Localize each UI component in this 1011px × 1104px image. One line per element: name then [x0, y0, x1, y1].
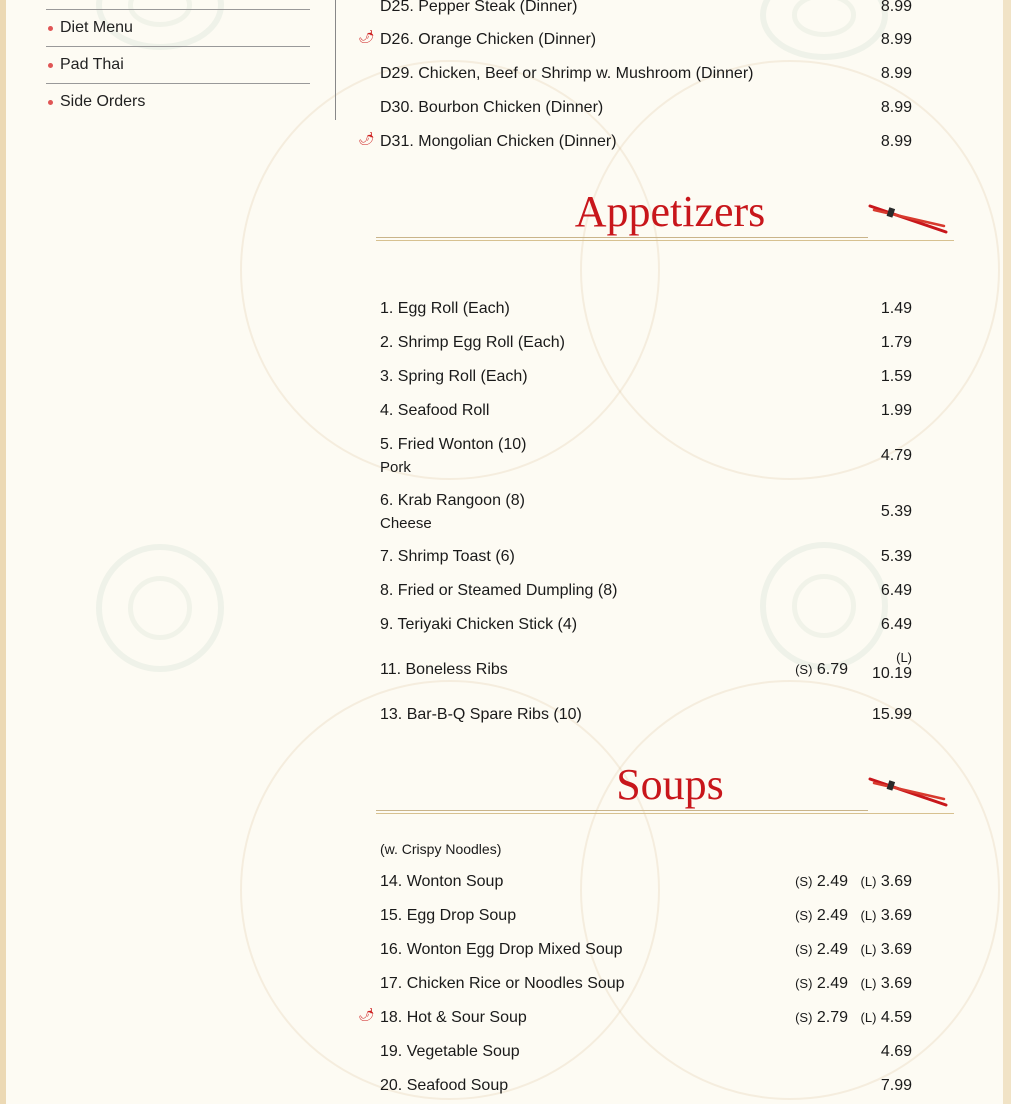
menu-item-price: 5.39 — [880, 503, 912, 520]
menu-item-price: 1.59 — [880, 368, 912, 385]
background-medallion — [96, 544, 224, 672]
chili-pepper-icon: 🌶 — [358, 1007, 375, 1022]
price-value: 2.49 — [816, 975, 848, 992]
background-medallion — [760, 0, 888, 60]
menu-item-name: 13. Bar-B-Q Spare Ribs (10) — [380, 706, 582, 723]
menu-item-name: D26. Orange Chicken (Dinner) — [380, 31, 597, 48]
price-value: 6.79 — [816, 661, 848, 678]
large-price — [861, 1009, 912, 1027]
small-price — [795, 873, 848, 891]
menu-item-price: 4.69 — [880, 1043, 912, 1060]
sidebar-item-pad-thai[interactable] — [46, 47, 310, 84]
size-tag: (L) — [860, 874, 877, 889]
section-rule — [376, 813, 954, 814]
menu-item-name: 15. Egg Drop Soup — [380, 907, 517, 924]
menu-item-name: D29. Chicken, Beef or Shrimp w. Mushroom (Dinner) — [380, 65, 754, 82]
menu-item-price: 8.99 — [880, 99, 912, 116]
menu-item-price: 8.99 — [880, 31, 912, 48]
menu-item-name: D30. Bourbon Chicken (Dinner) — [380, 99, 604, 116]
menu-item-price: 8.99 — [880, 0, 912, 15]
sidebar-item-label: Diet Menu — [60, 19, 133, 36]
sidebar-top-divider — [46, 0, 310, 10]
menu-item-price: 6.49 — [880, 582, 912, 599]
menu-item-price: 1.49 — [880, 300, 912, 317]
size-tag: (L) — [860, 942, 877, 957]
menu-item-name: 14. Wonton Soup — [380, 873, 504, 890]
section-note: (w. Crispy Noodles) — [380, 841, 502, 857]
menu-item-name: D31. Mongolian Chicken (Dinner) — [380, 133, 617, 150]
menu-item-name: 9. Teriyaki Chicken Stick (4) — [380, 616, 578, 633]
price-value: 3.69 — [880, 907, 912, 924]
chili-pepper-icon: 🌶 — [358, 29, 375, 44]
large-price — [861, 907, 912, 925]
large-price — [861, 873, 912, 891]
menu-item-price: 8.99 — [880, 65, 912, 82]
small-price — [795, 661, 848, 679]
page-edge-right — [1003, 0, 1011, 1104]
chopsticks-icon — [868, 202, 948, 234]
menu-item-price: 7.99 — [880, 1077, 912, 1094]
menu-item-price: 4.79 — [880, 447, 912, 464]
small-price — [795, 941, 848, 959]
section-rule — [376, 240, 954, 241]
size-tag: (L) — [896, 650, 912, 665]
background-medallion — [760, 542, 888, 670]
section-rule — [376, 237, 868, 238]
menu-item-price: 1.99 — [880, 402, 912, 419]
price-value: 3.69 — [880, 941, 912, 958]
menu-item-name: 8. Fried or Steamed Dumpling (8) — [380, 582, 618, 599]
small-price — [795, 907, 848, 925]
size-tag: (S) — [795, 874, 813, 889]
size-tag: (S) — [795, 976, 813, 991]
menu-item-name: 3. Spring Roll (Each) — [380, 368, 528, 385]
menu-item-name: 11. Boneless Ribs — [380, 661, 508, 678]
menu-item-name: 20. Seafood Soup — [380, 1077, 509, 1094]
menu-item-name: D25. Pepper Steak (Dinner) — [380, 0, 578, 15]
menu-item-price: 15.99 — [871, 706, 912, 723]
menu-item-name: 6. Krab Rangoon (8) — [380, 492, 525, 509]
size-tag: (L) — [860, 976, 877, 991]
price-value: 4.59 — [880, 1009, 912, 1026]
menu-item-price: 5.39 — [880, 548, 912, 565]
menu-item-name: 1. Egg Roll (Each) — [380, 300, 510, 317]
background-ring — [580, 60, 1000, 480]
page-edge-left — [0, 0, 6, 1104]
sidebar-item-side-orders[interactable] — [46, 84, 310, 120]
size-tag: (S) — [795, 1010, 813, 1025]
price-value: 2.49 — [816, 941, 848, 958]
large-price — [861, 975, 912, 993]
menu-item-price: 6.49 — [880, 616, 912, 633]
menu-item-name: 18. Hot & Sour Soup — [380, 1009, 527, 1026]
size-tag: (S) — [795, 942, 813, 957]
section-rule — [376, 810, 868, 811]
sidebar-item-label: Pad Thai — [60, 56, 124, 73]
menu-item-name: 2. Shrimp Egg Roll (Each) — [380, 334, 565, 351]
small-price — [795, 1009, 848, 1027]
price-value: 2.79 — [816, 1009, 848, 1026]
menu-item-name: 4. Seafood Roll — [380, 402, 490, 419]
section-title: Soups — [616, 760, 724, 809]
large-price — [861, 941, 912, 959]
small-price — [795, 975, 848, 993]
background-ring — [580, 680, 1000, 1100]
size-tag: (L) — [860, 1010, 877, 1025]
size-tag: (S) — [795, 908, 813, 923]
menu-item-price: 8.99 — [880, 133, 912, 150]
menu-item-price: 1.79 — [880, 334, 912, 351]
section-title: Appetizers — [574, 187, 766, 236]
menu-item-name: 17. Chicken Rice or Noodles Soup — [380, 975, 625, 992]
price-value: 2.49 — [816, 907, 848, 924]
price-value: 3.69 — [880, 975, 912, 992]
bullet-icon — [48, 100, 53, 105]
section-header-appetizers — [376, 186, 954, 246]
menu-item-name: 7. Shrimp Toast (6) — [380, 548, 515, 565]
section-header-soups — [376, 759, 954, 819]
bullet-icon — [48, 26, 53, 31]
sidebar-item-label: Side Orders — [60, 93, 146, 110]
size-tag: (S) — [795, 662, 813, 677]
large-price — [872, 650, 912, 683]
chopsticks-icon — [868, 775, 948, 807]
category-sidebar — [46, 0, 310, 120]
sidebar-item-diet-menu[interactable] — [46, 10, 310, 47]
size-tag: (L) — [860, 908, 877, 923]
sidebar-divider — [335, 0, 336, 120]
price-value: 2.49 — [816, 873, 848, 890]
menu-item-description: Cheese — [380, 515, 432, 532]
chili-pepper-icon: 🌶 — [358, 131, 375, 146]
menu-item-name: 5. Fried Wonton (10) — [380, 436, 527, 453]
menu-item-name: 16. Wonton Egg Drop Mixed Soup — [380, 941, 623, 958]
price-value: 10.19 — [871, 665, 912, 682]
menu-item-name: 19. Vegetable Soup — [380, 1043, 520, 1060]
menu-item-description: Pork — [380, 459, 411, 476]
bullet-icon — [48, 63, 53, 68]
price-value: 3.69 — [880, 873, 912, 890]
